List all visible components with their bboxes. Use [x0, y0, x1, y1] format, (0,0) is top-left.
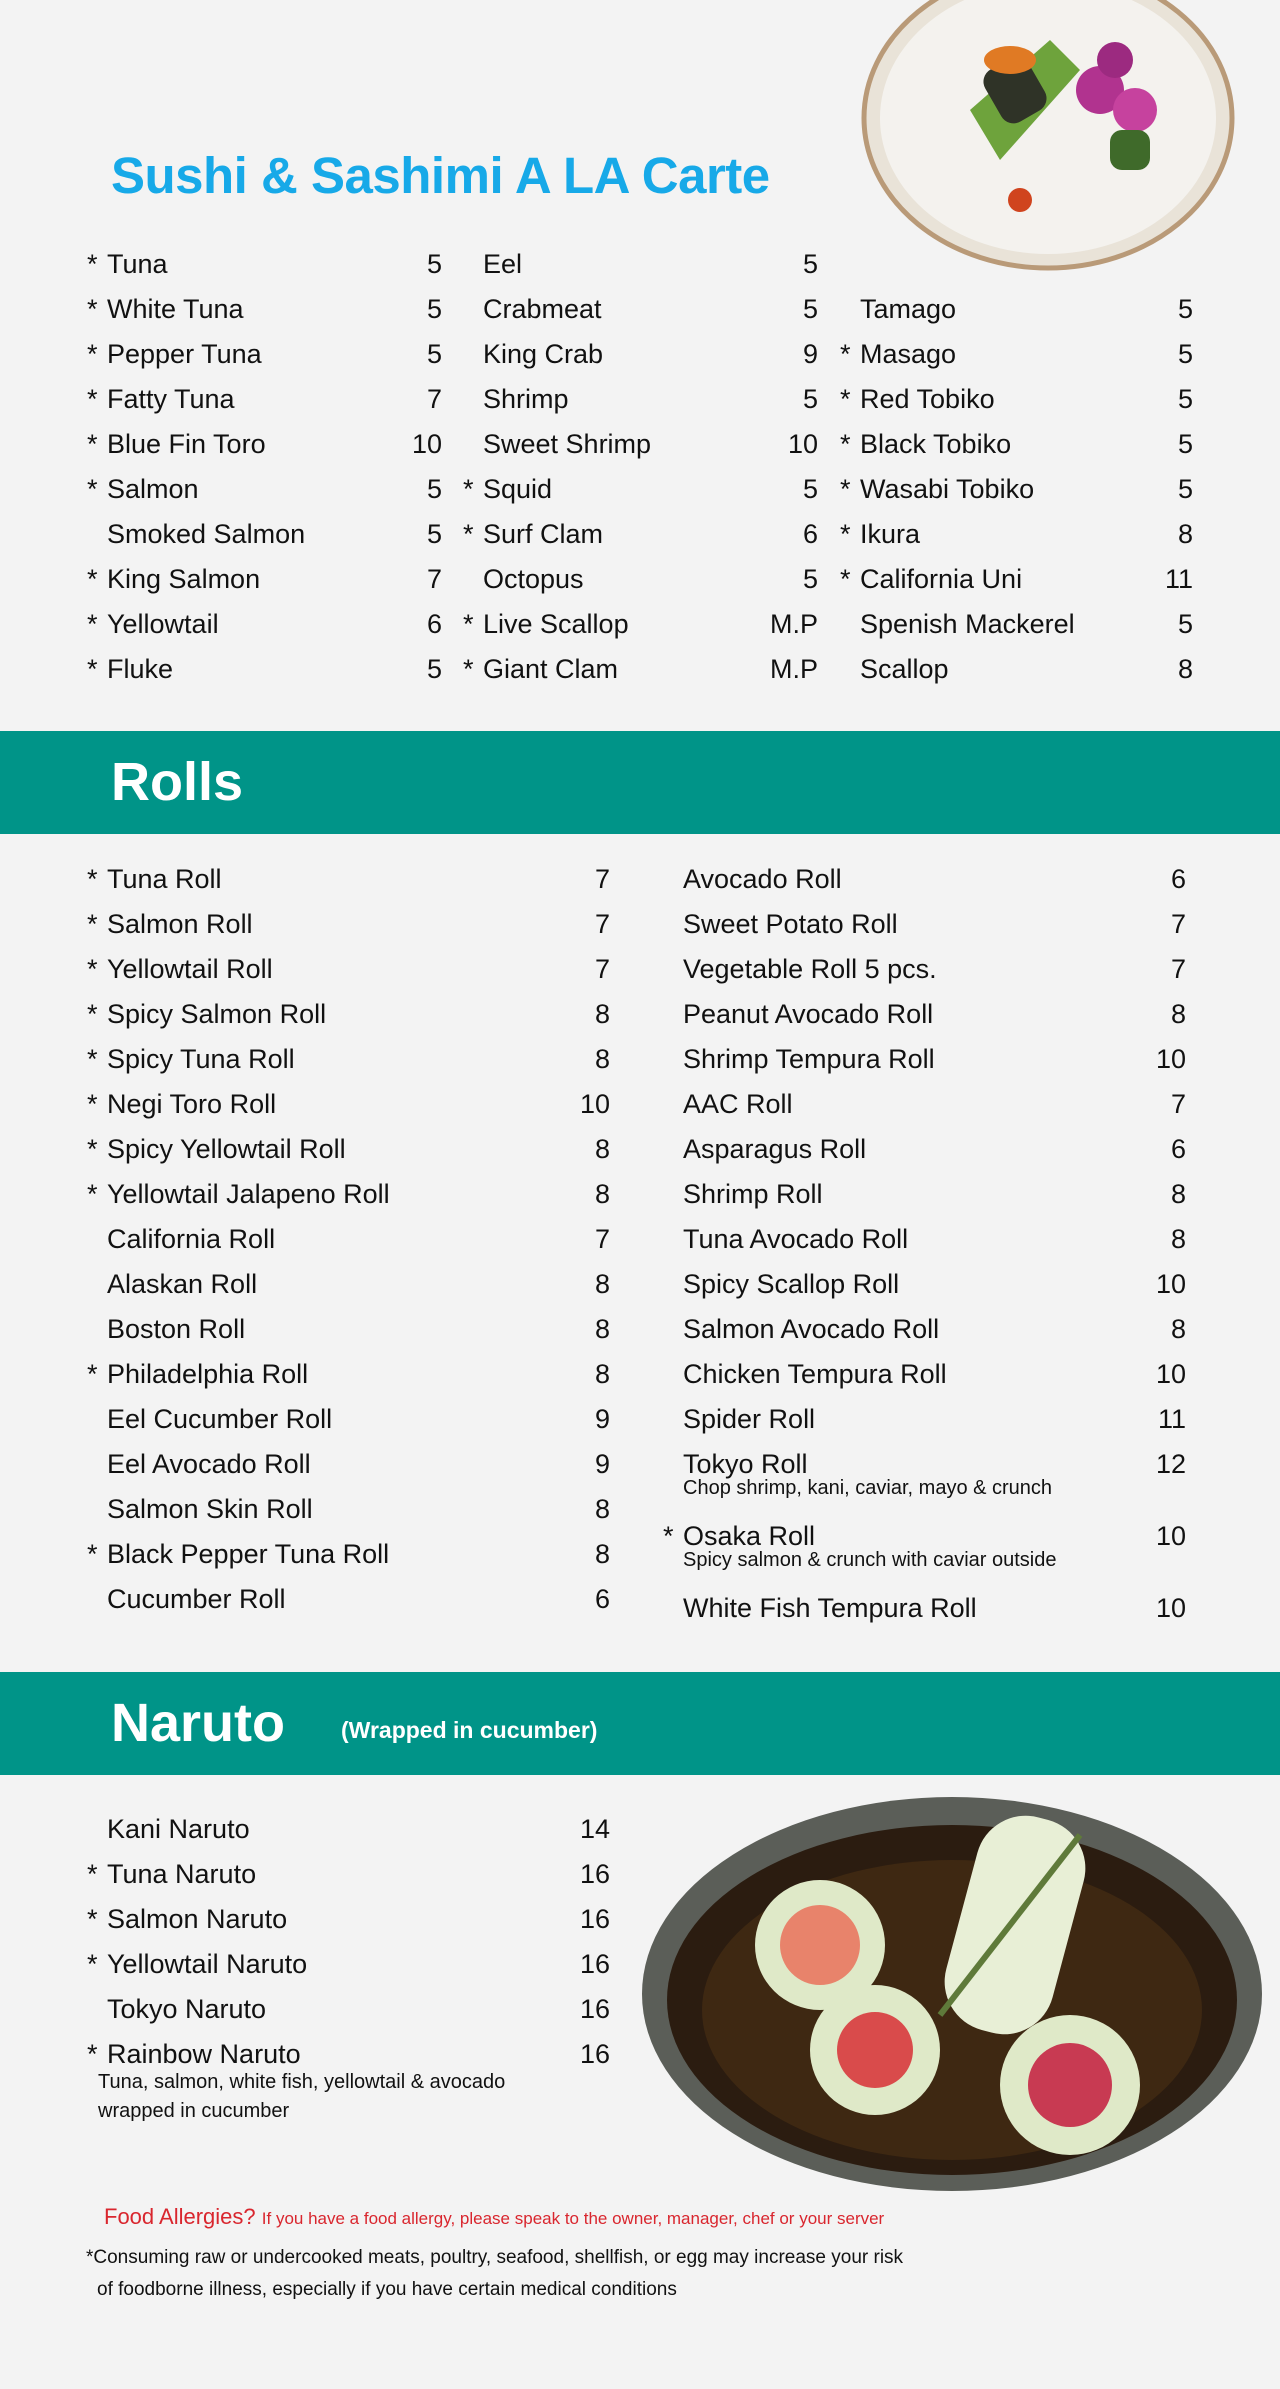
asterisk-marker: * — [87, 1539, 98, 1569]
asterisk-marker: * — [840, 519, 851, 549]
menu-item — [840, 334, 1193, 374]
naruto-dish-photo — [640, 1795, 1264, 2193]
asterisk-marker: * — [87, 384, 98, 414]
item-price: 5 — [802, 294, 818, 324]
item-price: 8 — [594, 1269, 610, 1299]
item-name: Smoked Salmon — [107, 519, 306, 549]
item-price: 5 — [1177, 474, 1193, 504]
menu-item — [87, 1174, 610, 1214]
item-name: Masago — [860, 339, 957, 369]
menu-item — [87, 1854, 610, 1894]
asterisk-marker: * — [840, 564, 851, 594]
item-description: Spicy salmon & crunch with caviar outside — [683, 1549, 1057, 1571]
item-name: Spicy Yellowtail Roll — [107, 1134, 346, 1164]
item-name: King Crab — [483, 339, 604, 369]
asterisk-marker: * — [87, 999, 98, 1029]
item-price: 6 — [802, 519, 818, 549]
rolls-banner — [0, 731, 1280, 834]
item-price: 7 — [1170, 954, 1186, 984]
item-price: 5 — [1177, 339, 1193, 369]
menu-item — [840, 289, 1193, 329]
menu-item — [463, 334, 818, 374]
item-price: 16 — [579, 2039, 610, 2069]
item-price: 8 — [594, 1179, 610, 1209]
asterisk-marker: * — [840, 474, 851, 504]
asterisk-marker: * — [87, 909, 98, 939]
item-name: Eel Avocado Roll — [107, 1449, 311, 1479]
asterisk-marker: * — [463, 474, 474, 504]
item-name: Giant Clam — [483, 654, 619, 684]
item-price: 8 — [594, 1539, 610, 1569]
item-description: Chop shrimp, kani, caviar, mayo & crunch — [683, 1477, 1053, 1499]
item-price: 11 — [1157, 1404, 1186, 1434]
asterisk-marker: * — [87, 1359, 98, 1389]
item-name: Rainbow Naruto — [107, 2039, 301, 2069]
item-price: 8 — [594, 1044, 610, 1074]
item-name: Spicy Tuna Roll — [107, 1044, 295, 1074]
menu-item — [87, 469, 442, 509]
menu-item — [840, 514, 1193, 554]
item-price: 8 — [1170, 1179, 1186, 1209]
menu-item — [87, 244, 442, 284]
item-name: Salmon — [107, 474, 199, 504]
item-price: 7 — [1170, 1089, 1186, 1119]
menu-item — [87, 1534, 610, 1574]
asterisk-marker: * — [87, 249, 98, 279]
menu-item — [463, 649, 818, 689]
item-price: 5 — [1177, 609, 1193, 639]
allergy-text: If you have a food allergy, please speak to the owner, manager, chef or your server — [261, 2209, 885, 2228]
asterisk-marker: * — [87, 2039, 98, 2069]
item-name: Eel — [483, 249, 523, 279]
menu-item — [87, 949, 610, 989]
asterisk-marker: * — [87, 1089, 98, 1119]
item-price: 10 — [1155, 1593, 1186, 1623]
menu-item — [87, 1444, 610, 1484]
item-name: Blue Fin Toro — [107, 429, 266, 459]
item-name: Ikura — [860, 519, 921, 549]
asterisk-marker: * — [87, 1904, 98, 1934]
asterisk-marker: * — [87, 954, 98, 984]
item-name: Spider Roll — [683, 1404, 816, 1434]
asterisk-marker: * — [87, 474, 98, 504]
sushi-plate-photo — [860, 0, 1236, 272]
menu-item — [87, 649, 442, 689]
item-name: Asparagus Roll — [683, 1134, 867, 1164]
item-name: Black Pepper Tuna Roll — [107, 1539, 390, 1569]
item-name: Yellowtail Roll — [107, 954, 273, 984]
asterisk-marker: * — [87, 864, 98, 894]
item-price: 9 — [594, 1449, 610, 1479]
item-name: Kani Naruto — [107, 1814, 250, 1844]
menu-item — [663, 1309, 1186, 1349]
menu-item — [87, 1129, 610, 1169]
item-price: M.P — [769, 654, 818, 684]
item-price: 5 — [426, 474, 442, 504]
item-name: Chicken Tempura Roll — [683, 1359, 947, 1389]
item-price: 8 — [594, 999, 610, 1029]
item-price: 8 — [594, 1134, 610, 1164]
item-name: Yellowtail Jalapeno Roll — [107, 1179, 390, 1209]
item-name: Salmon Avocado Roll — [683, 1314, 940, 1344]
item-name: Pepper Tuna — [107, 339, 262, 369]
item-price: 8 — [1177, 654, 1193, 684]
raw-food-warning-2: of foodborne illness, especially if you have certain medical conditions — [97, 2279, 677, 2300]
item-name: California Roll — [107, 1224, 276, 1254]
item-price: 10 — [1155, 1521, 1186, 1551]
asterisk-marker: * — [87, 1179, 98, 1209]
item-price: 16 — [579, 1949, 610, 1979]
item-price: 5 — [802, 384, 818, 414]
menu-item — [663, 1129, 1186, 1169]
menu-item — [463, 469, 818, 509]
item-name: Red Tobiko — [860, 384, 995, 414]
asterisk-marker: * — [87, 429, 98, 459]
item-name: Salmon Skin Roll — [107, 1494, 313, 1524]
menu-item — [87, 1399, 610, 1439]
food-allergy-notice — [104, 2204, 884, 2230]
item-price: 10 — [1155, 1269, 1186, 1299]
item-price: 8 — [1170, 1224, 1186, 1254]
menu-item — [87, 859, 610, 899]
asterisk-marker: * — [87, 654, 98, 684]
menu-item — [663, 1219, 1186, 1259]
item-name: Tamago — [860, 294, 957, 324]
menu-item — [87, 424, 442, 464]
menu-item — [663, 1399, 1186, 1439]
menu-item — [87, 1944, 610, 1984]
item-price: 8 — [1170, 1314, 1186, 1344]
menu-item — [87, 604, 442, 644]
menu-item — [463, 514, 818, 554]
menu-item — [87, 1989, 610, 2029]
menu-item — [840, 469, 1193, 509]
asterisk-marker: * — [463, 519, 474, 549]
rolls-section-title: Rolls — [111, 752, 244, 812]
menu-item — [87, 1264, 610, 1304]
menu-item — [663, 1264, 1186, 1304]
item-price: 5 — [426, 249, 442, 279]
item-name: Black Tobiko — [860, 429, 1012, 459]
item-price: 12 — [1155, 1449, 1186, 1479]
asterisk-marker: * — [663, 1521, 674, 1551]
item-price: M.P — [769, 609, 818, 639]
item-name: Spicy Scallop Roll — [683, 1269, 900, 1299]
item-name: White Tuna — [107, 294, 244, 324]
asterisk-marker: * — [463, 654, 474, 684]
menu-item — [840, 379, 1193, 419]
menu-item — [87, 334, 442, 374]
menu-item — [663, 994, 1186, 1034]
item-name: Tuna Avocado Roll — [683, 1224, 909, 1254]
item-name: Tokyo Naruto — [107, 1994, 267, 2024]
item-name: Eel Cucumber Roll — [107, 1404, 333, 1434]
item-price: 5 — [426, 654, 442, 684]
menu-item — [663, 1039, 1186, 1079]
item-name: Live Scallop — [483, 609, 629, 639]
item-price: 10 — [579, 1089, 610, 1119]
item-name: Boston Roll — [107, 1314, 246, 1344]
menu-item — [87, 379, 442, 419]
item-name: Sweet Shrimp — [483, 429, 652, 459]
item-name: Tuna — [107, 249, 168, 279]
item-price: 5 — [802, 249, 818, 279]
item-name: Wasabi Tobiko — [860, 474, 1035, 504]
item-name: Spenish Mackerel — [860, 609, 1075, 639]
item-price: 10 — [411, 429, 442, 459]
item-price: 7 — [594, 909, 610, 939]
menu-item — [840, 604, 1193, 644]
item-price: 9 — [802, 339, 818, 369]
item-price: 11 — [1164, 564, 1193, 594]
item-price: 14 — [579, 1814, 610, 1844]
item-price: 7 — [594, 1224, 610, 1254]
item-price: 8 — [594, 1494, 610, 1524]
item-price: 5 — [802, 474, 818, 504]
menu-item — [463, 379, 818, 419]
menu-item — [663, 1174, 1186, 1214]
item-name: Yellowtail — [107, 609, 219, 639]
item-name: Avocado Roll — [683, 864, 842, 894]
asterisk-marker: * — [87, 564, 98, 594]
item-price: 10 — [1155, 1044, 1186, 1074]
item-name: Philadelphia Roll — [107, 1359, 309, 1389]
item-price: 9 — [594, 1404, 610, 1434]
menu-item — [87, 559, 442, 599]
item-name: Peanut Avocado Roll — [683, 999, 934, 1029]
rainbow-naruto-description-2: wrapped in cucumber — [98, 2100, 290, 2122]
naruto-section-title: Naruto — [111, 1693, 285, 1753]
item-name: California Uni — [860, 564, 1023, 594]
item-name: Yellowtail Naruto — [107, 1949, 308, 1979]
asterisk-marker: * — [87, 1134, 98, 1164]
item-price: 5 — [426, 294, 442, 324]
menu-item — [87, 994, 610, 1034]
asterisk-marker: * — [463, 609, 474, 639]
menu-item — [87, 1899, 610, 1939]
asterisk-marker: * — [87, 1949, 98, 1979]
item-name: Shrimp — [483, 384, 569, 414]
item-name: Surf Clam — [483, 519, 604, 549]
item-name: Fluke — [107, 654, 174, 684]
item-price: 8 — [1177, 519, 1193, 549]
item-name: King Salmon — [107, 564, 261, 594]
sushi-section-title: Sushi & Sashimi A LA Carte — [111, 147, 770, 204]
item-name: Squid — [483, 474, 553, 504]
menu-item — [463, 289, 818, 329]
item-name: Salmon Naruto — [107, 1904, 288, 1934]
menu-item — [87, 1309, 610, 1349]
menu-item — [840, 559, 1193, 599]
asterisk-marker: * — [87, 1044, 98, 1074]
item-price: 8 — [1170, 999, 1186, 1029]
item-price: 10 — [1155, 1359, 1186, 1389]
item-price: 6 — [426, 609, 442, 639]
item-price: 8 — [594, 1359, 610, 1389]
menu-item — [663, 1588, 1186, 1628]
item-price: 8 — [594, 1314, 610, 1344]
naruto-banner — [0, 1672, 1280, 1775]
item-name: Shrimp Tempura Roll — [683, 1044, 935, 1074]
item-price: 5 — [802, 564, 818, 594]
asterisk-marker: * — [840, 339, 851, 369]
item-name: White Fish Tempura Roll — [683, 1593, 977, 1623]
item-name: Crabmeat — [483, 294, 602, 324]
asterisk-marker: * — [87, 294, 98, 324]
item-name: Alaskan Roll — [107, 1269, 258, 1299]
menu-item — [87, 1039, 610, 1079]
menu-item — [87, 514, 442, 554]
item-name: Osaka Roll — [683, 1521, 816, 1551]
item-price: 7 — [594, 864, 610, 894]
asterisk-marker: * — [87, 609, 98, 639]
raw-food-warning-1: *Consuming raw or undercooked meats, poultry, seafood, shellfish, or egg may increase your risk — [86, 2247, 904, 2268]
menu-item — [87, 1219, 610, 1259]
item-price: 6 — [1170, 864, 1186, 894]
naruto-subtitle: (Wrapped in cucumber) — [341, 1717, 598, 1743]
menu-item — [87, 2034, 610, 2074]
item-price: 5 — [1177, 384, 1193, 414]
item-price: 16 — [579, 1859, 610, 1889]
menu-item — [463, 559, 818, 599]
item-price: 6 — [594, 1584, 610, 1614]
menu-item — [87, 1809, 610, 1849]
item-price: 16 — [579, 1994, 610, 2024]
menu-item — [87, 1354, 610, 1394]
item-name: Fatty Tuna — [107, 384, 235, 414]
item-price: 5 — [1177, 429, 1193, 459]
item-price: 16 — [579, 1904, 610, 1934]
menu-item — [463, 604, 818, 644]
item-price: 6 — [1170, 1134, 1186, 1164]
item-name: Spicy Salmon Roll — [107, 999, 327, 1029]
rainbow-naruto-description-1: Tuna, salmon, white fish, yellowtail & avocado — [98, 2071, 506, 2093]
menu-item — [87, 1489, 610, 1529]
item-price: 7 — [426, 384, 442, 414]
asterisk-marker: * — [87, 1859, 98, 1889]
menu-item — [663, 859, 1186, 899]
menu-item — [663, 949, 1186, 989]
item-name: Octopus — [483, 564, 584, 594]
item-price: 10 — [787, 429, 818, 459]
item-name: Negi Toro Roll — [107, 1089, 277, 1119]
menu-item — [840, 649, 1193, 689]
item-price: 7 — [1170, 909, 1186, 939]
asterisk-marker: * — [87, 339, 98, 369]
menu-item — [87, 904, 610, 944]
menu-item — [663, 904, 1186, 944]
item-name: Scallop — [860, 654, 949, 684]
menu-item — [87, 1579, 610, 1619]
item-price: 5 — [426, 519, 442, 549]
item-price: 5 — [1177, 294, 1193, 324]
item-name: Sweet Potato Roll — [683, 909, 898, 939]
item-price: 7 — [426, 564, 442, 594]
item-name: Cucumber Roll — [107, 1584, 286, 1614]
asterisk-marker: * — [840, 384, 851, 414]
menu-item — [663, 1354, 1186, 1394]
item-name: Tuna Roll — [107, 864, 222, 894]
menu-item — [463, 244, 818, 284]
menu-item — [87, 1084, 610, 1124]
item-name: Tuna Naruto — [107, 1859, 257, 1889]
menu-item — [663, 1084, 1186, 1124]
asterisk-marker: * — [840, 429, 851, 459]
menu-item — [463, 424, 818, 464]
allergy-heading: Food Allergies? — [104, 2204, 256, 2229]
item-name: Shrimp Roll — [683, 1179, 823, 1209]
item-name: Salmon Roll — [107, 909, 253, 939]
item-name: Tokyo Roll — [683, 1449, 808, 1479]
item-price: 5 — [426, 339, 442, 369]
menu-item — [840, 424, 1193, 464]
item-price: 7 — [594, 954, 610, 984]
item-name: Vegetable Roll 5 pcs. — [683, 954, 937, 984]
menu-item — [87, 289, 442, 329]
item-name: AAC Roll — [683, 1089, 793, 1119]
